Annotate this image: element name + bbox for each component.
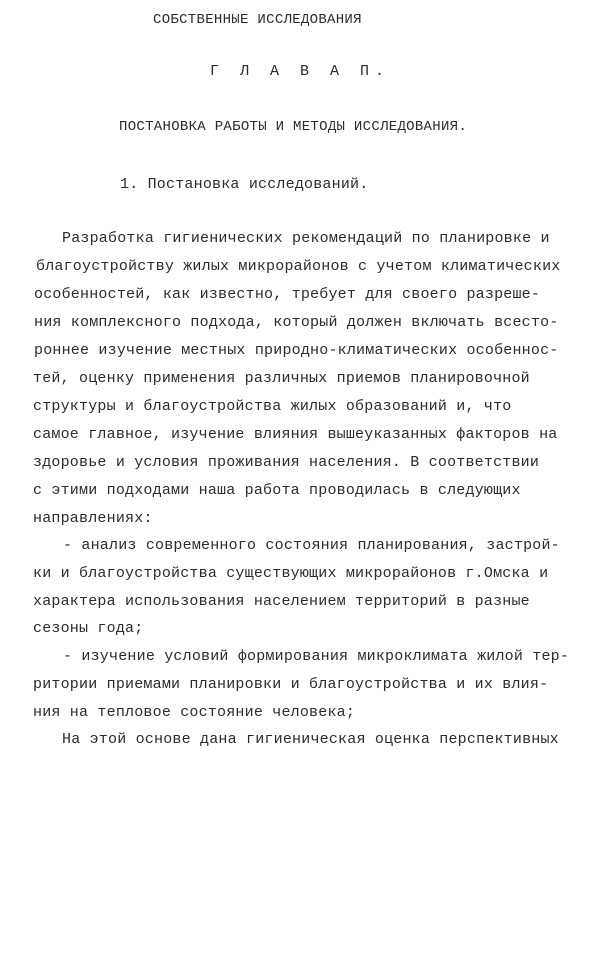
body-line: направлениях: [33,510,153,527]
body-line: Разработка гигиенических рекомендаций по планировке и [62,230,550,247]
body-line: тей, оценку применения различных приемов планировочной [33,370,530,387]
body-line: с этими подходами наша работа проводилась в следующих [33,482,521,499]
body-line: характера использования населением территорий в разные [33,593,530,610]
body-line: ния на тепловое состояние человека; [33,704,356,721]
subsection-title: 1. Постановка исследований. [120,176,369,193]
body-line: здоровье и условия проживания населения. В соответствии [33,454,540,471]
body-line: ки и благоустройства существующих микрорайонов г.Омска и [33,565,549,582]
section-heading: СОБСТВЕННЫЕ ИССЛЕДОВАНИЯ [153,12,362,28]
body-line: - анализ современного состояния планирования, застрой- [63,537,560,554]
chapter-heading: Г Л А В А П. [210,63,391,80]
body-line: особенностей, как известно, требует для своего разреше- [34,286,541,303]
body-line: самое главное, изучение влияния вышеуказанных факторов на [33,426,558,443]
body-line: роннее изучение местных природно-климатических особеннос- [34,342,559,359]
body-line: благоустройству жилых микрорайонов с учетом климатических [36,258,561,275]
body-line: сезоны года; [33,620,144,637]
body-line: - изучение условий формирования микроклимата жилой тер- [63,648,570,665]
chapter-title: ПОСТАНОВКА РАБОТЫ И МЕТОДЫ ИССЛЕДОВАНИЯ. [119,119,468,135]
body-line: ния комплексного подхода, который должен включать всесто- [34,314,559,331]
body-line: структуры и благоустройства жилых образований и, что [33,398,512,415]
body-line: На этой основе дана гигиеническая оценка перспективных [62,731,559,748]
body-line: ритории приемами планировки и благоустройства и их влия- [33,676,549,693]
